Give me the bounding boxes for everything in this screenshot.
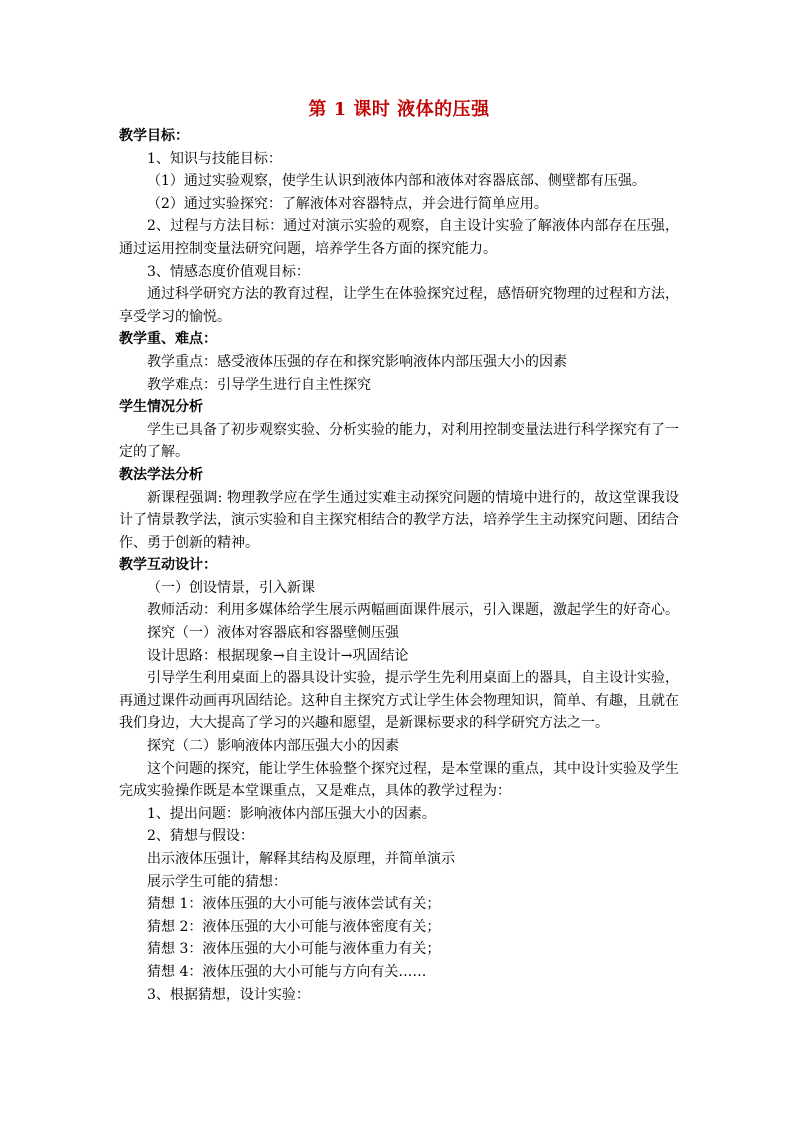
design-paragraph: 3、根据猜想，设计实验： — [147, 986, 310, 1003]
design-paragraph: 猜想 1：液体压强的大小可能与液体尝试有关； — [147, 896, 441, 913]
design-paragraph: 猜想 4：液体压强的大小可能与方向有关…… — [147, 963, 427, 980]
keypoints-heading: 教学重、难点： — [119, 331, 217, 348]
design-heading: 教学互动设计： — [119, 557, 217, 574]
keypoints-paragraph: 教学重点：感受液体压强的存在和探究影响液体内部压强大小的因素 — [147, 353, 567, 370]
design-paragraph: 探究（二）影响液体内部压强大小的因素 — [147, 738, 399, 755]
design-paragraph: 猜想 2：液体压强的大小可能与液体密度有关； — [147, 918, 441, 935]
design-paragraph: 教师活动：利用多媒体给学生展示两幅画面课件展示，引入课题，激起学生的好奇心。 — [147, 602, 679, 619]
design-paragraph: 设计思路：根据现象→自主设计→巩固结论 — [147, 647, 409, 664]
design-paragraph: 探究（一）液体对容器底和容器壁侧压强 — [147, 625, 399, 642]
design-paragraph: 展示学生可能的猜想： — [147, 873, 287, 890]
objectives-paragraph: （1）通过实验观察，使学生认识到液体内部和液体对容器底部、侧壁都有压强。 — [147, 173, 646, 190]
keypoints-paragraph: 教学难点：引导学生进行自主性探究 — [147, 376, 371, 393]
objectives-paragraph: （2）通过实验探究：了解液体对容器特点，并会进行简单应用。 — [147, 195, 548, 212]
students-heading: 学生情况分析 — [119, 399, 203, 416]
objectives-paragraph: 2、过程与方法目标：通过对演示实验的观察，自主设计实验了解液体内部存在压强，通过运用控制变量法研究问题，培养学生各方面的探究能力。 — [119, 218, 679, 257]
document-page — [119, 96, 679, 1006]
objectives-paragraph: 3、情感态度价值观目标： — [147, 263, 310, 280]
students-paragraph: 学生已具备了初步观察实验、分析实验的能力，对利用控制变量法进行科学探究有了一定的了解。 — [119, 421, 679, 461]
methods-paragraph: 新课程强调: 物理教学应在学生通过实难主动探究问题的情境中进行的，故这堂课我设计了情景教学法，演示实验和自主探究相结合的教学方法，培养学生主动探究问题、团结合作、勇于创新的精神。 — [119, 489, 679, 551]
design-paragraph: 2、猜想与假设： — [147, 828, 254, 845]
objectives-paragraph: 1、知识与技能目标： — [147, 150, 282, 167]
design-paragraph: （一）创设情景，引入新课 — [147, 579, 315, 596]
design-paragraph: 猜想 3：液体压强的大小可能与液体重力有关； — [147, 941, 441, 958]
design-paragraph: 出示液体压强计，解释其结构及原理，并简单演示 — [147, 851, 455, 867]
objectives-paragraph: 通过科学研究方法的教育过程，让学生在体验探究过程，感悟研究物理的过程和方法，享受学习的愉悦。 — [119, 286, 679, 325]
methods-heading: 教法学法分析 — [119, 466, 203, 483]
design-paragraph: 引导学生利用桌面上的器具设计实验，提示学生先利用桌面上的器具，自主设计实验，再通过课件动画再巩固结论。这种自主探究方式让学生体会物理知识，简单、有趣，且就在我们身边，大大提高了学习的兴趣和愿望，是新课标要求的科学研究方法之一。 — [119, 670, 679, 732]
design-paragraph: 1、提出问题：影响液体内部压强大小的因素。 — [147, 805, 436, 822]
design-paragraph: 这个问题的探究，能让学生体验整个探究过程，是本堂课的重点，其中设计实验及学生完成实验操作既是本堂课重点，又是难点，具体的教学过程为： — [119, 760, 679, 800]
lesson-title: 第 1 课时 液体的压强 — [308, 99, 490, 120]
objectives-heading: 教学目标： — [119, 128, 189, 144]
